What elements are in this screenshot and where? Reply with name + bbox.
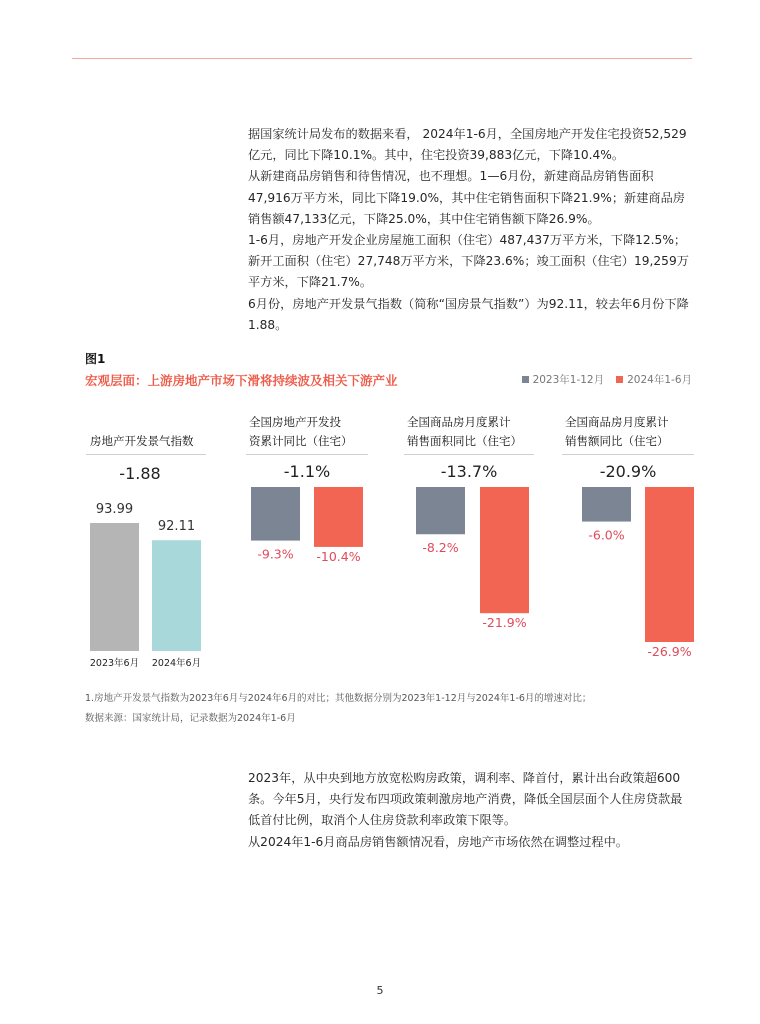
intro-paragraph: 据国家统计局发布的数据来看， 2024年1-6月，全国房地产开发住宅投资52,529亿元，同比下降10.1%。其中，住宅投资39,883亿元，下降10.4%。 xyxy=(248,127,687,163)
bar-2023-panel-4 xyxy=(582,487,631,522)
panel-1-diff: -1.88 xyxy=(119,464,161,483)
figure-note: 1.房地产开发景气指数为2023年6月与2024年6月的对比；其他数据分别为2023年1-12月与2024年1-6月的增速对比； xyxy=(85,693,592,704)
bar-2024-label-panel-4: -26.9% xyxy=(647,644,692,659)
panel-3-diff: -13.7% xyxy=(440,462,498,481)
bar-2023-panel-3 xyxy=(416,487,465,534)
index-category-label-2: 2024年6月 xyxy=(151,658,202,669)
outro-paragraph: 从2024年1-6月商品房销售额情况看，房地产市场依然在调整过程中。 xyxy=(248,834,628,849)
panel-2-diff: -1.1% xyxy=(283,462,331,481)
index-bar-label-1: 93.99 xyxy=(95,502,134,517)
figure-number: 图1 xyxy=(85,352,106,366)
outro-text xyxy=(248,768,693,853)
bar-2024-panel-4 xyxy=(645,487,694,642)
intro-paragraph: 从新建商品房销售和待售情况，也不理想。1—6月份，新建商品房销售面积47,916万平方米，同比下降19.0%，其中住宅销售面积下降21.9%；新建商品房销售额47,133亿元，下降25.0%，其中住宅销售额下降26.9%。 xyxy=(248,169,685,226)
panel-2-title: 全国房地产开发投资累计同比（住宅） xyxy=(249,415,353,448)
bar-2023-label-panel-2: -9.3% xyxy=(257,546,294,562)
bar-2024-label-panel-2: -10.4% xyxy=(316,548,361,564)
index-category-label-1: 2023年6月 xyxy=(89,658,140,669)
outro-paragraph: 2023年，从中央到地方放宽松购房政策，调利率、降首付，累计出台政策超600条。今年5月，央行发布四项政策刺激房地产消费，降低全国层面个人住房贷款最低首付比例，取消个人住房贷款利率政策下限等。 xyxy=(248,771,683,828)
bar-2023-label-panel-4: -6.0% xyxy=(588,527,625,543)
intro-paragraph: 6月份，房地产开发景气指数（简称“国房景气指数”）为92.11，较去年6月份下降1.88。 xyxy=(248,296,689,332)
index-bar-1 xyxy=(90,523,139,651)
legend-label-2024: 2024年1-6月 xyxy=(627,374,692,386)
bar-2024-panel-3 xyxy=(480,487,529,613)
data-source-note: 数据来源：国家统计局，记录数据为2024年1-6月 xyxy=(85,713,296,724)
intro-paragraph: 1-6月，房地产开发企业房屋施工面积（住宅）487,437万平方米，下降12.5%；新开工面积（住宅）27,748万平方米，下降23.6%；竣工面积（住宅）19,259万平方米，下降21.7%。 xyxy=(248,233,689,290)
page-number: 5 xyxy=(376,984,384,997)
panel-3-title: 全国商品房月度累计销售面积同比（住宅） xyxy=(407,415,522,448)
figure-title: 宏观层面：上游房地产市场下滑将持续波及相关下游产业 xyxy=(85,373,398,388)
index-bar-2 xyxy=(152,540,201,651)
index-bar-label-2: 92.11 xyxy=(157,519,196,535)
bar-2023-label-panel-3: -8.2% xyxy=(422,540,459,556)
panel-1-title: 房地产开发景气指数 xyxy=(90,434,194,448)
panel-4-diff: -20.9% xyxy=(599,462,657,481)
bar-2024-panel-2 xyxy=(314,487,363,547)
bar-2024-label-panel-3: -21.9% xyxy=(482,615,527,631)
panel-4-title: 全国商品房月度累计销售额同比（住宅） xyxy=(565,415,669,448)
bar-2023-panel-2 xyxy=(251,487,300,541)
legend-label-2023: 2023年1-12月 xyxy=(532,374,605,386)
